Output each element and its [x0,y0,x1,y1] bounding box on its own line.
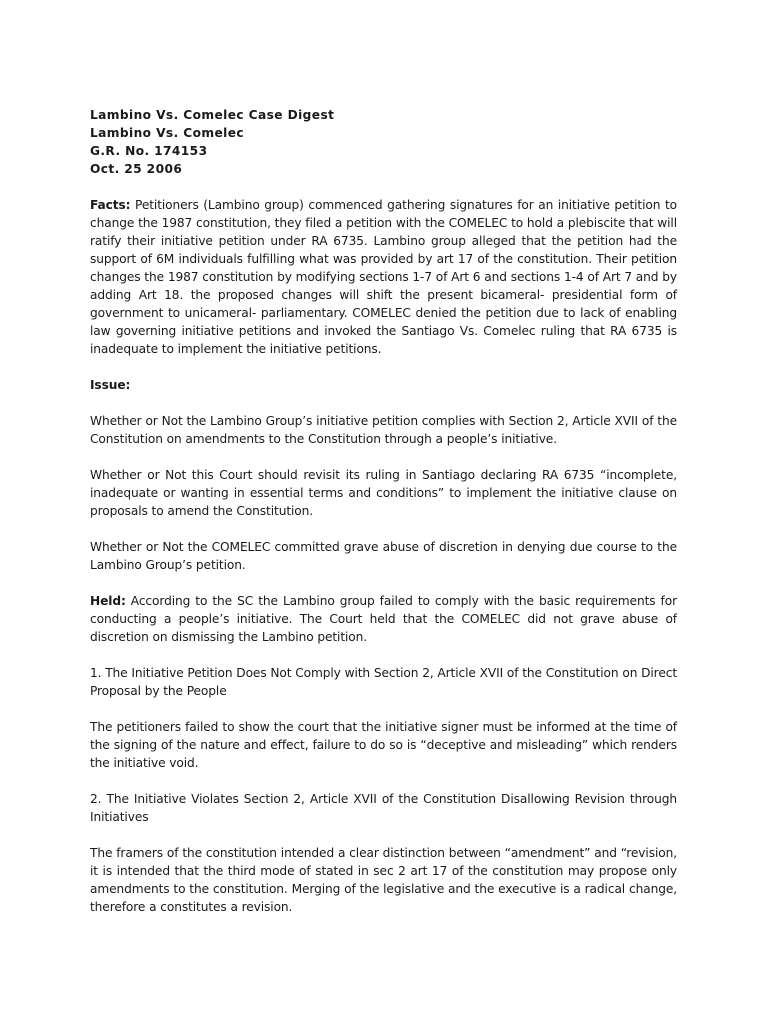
facts-text: Petitioners (Lambino group) commenced gathering signatures for an initiative petition to change the 1987 constitution, they filed a petition with the COMELEC to hold a plebiscite that will ratify their initiative petition under RA 6735. Lambino group alleged that the petition had the support of 6M individuals fulfilling what was provided by art 17 of the constitution. Their petition changes the 1987 constitution by modifying sections 1-7 of Art 6 and sections 1-4 of Art 7 and by adding Art 18. the proposed changes will shift the present bicameral- presidential form of government to unicameral- parliamentary. COMELEC denied the petition due to lack of enabling law governing initiative petitions and invoked the Santiago Vs. Comelec ruling that RA 6735 is inadequate to implement the initiative petitions. [90,198,677,356]
held-text: According to the SC the Lambino group failed to comply with the basic requirements for conducting a people’s initiative. The Court held that the COMELEC did not grave abuse of discretion on dismissing the Lambino petition. [90,594,677,644]
held-point-2-heading: 2. The Initiative Violates Section 2, Article XVII of the Constitution Disallowing Revision through Initiatives [90,792,677,824]
document-title: Lambino Vs. Comelec Case Digest [90,108,335,122]
gr-number: G.R. No. 174153 [90,144,208,158]
issue-item: Whether or Not the COMELEC committed grave abuse of discretion in denying due course to the Lambino Group’s petition. [90,540,677,572]
held-point-1-heading: 1. The Initiative Petition Does Not Comply with Section 2, Article XVII of the Constitution on Direct Proposal by the People [90,666,677,698]
issue-item: Whether or Not the Lambino Group’s initiative petition complies with Section 2, Article XVII of the Constitution on amendments to the Constitution through a people’s initiative. [90,414,677,446]
held-point-2-text: The framers of the constitution intended a clear distinction between “amendment” and “revision, it is intended that the third mode of stated in sec 2 art 17 of the constitution may propose only amendments to the constitution. Merging of the legislative and the executive is a radical change, therefore a constitutes a revision. [90,846,677,914]
issue-item: Whether or Not this Court should revisit its ruling in Santiago declaring RA 6735 “incomplete, inadequate or wanting in essential terms and conditions” to implement the initiative clause on proposals to amend the Constitution. [90,468,677,518]
issue-heading: Issue: [90,378,131,392]
document-page [90,106,677,934]
held-paragraph [90,592,677,646]
facts-label: Facts: [90,198,131,212]
facts-paragraph [90,196,677,358]
decision-date: Oct. 25 2006 [90,162,183,176]
held-point-1-text: The petitioners failed to show the court that the initiative signer must be informed at the time of the signing of the nature and effect, failure to do so is “deceptive and misleading” which renders the initiative void. [90,720,677,770]
case-header [90,106,677,178]
case-name: Lambino Vs. Comelec [90,126,244,140]
held-label: Held: [90,594,126,608]
